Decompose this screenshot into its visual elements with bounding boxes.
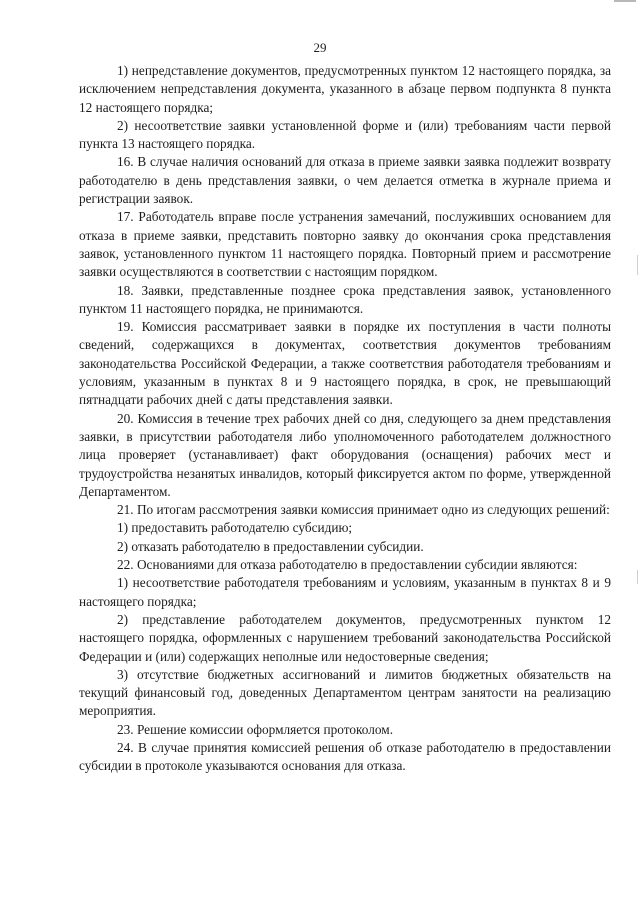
paragraph: 1) несоответствие работодателя требованиям и условиям, указанным в пунктах 8 и 9 настоящего порядка; xyxy=(79,575,611,609)
paragraph: 1) предоставить работодателю субсидию; xyxy=(117,520,353,536)
scan-mark xyxy=(637,255,638,275)
paragraph: 3) отсутствие бюджетных ассигнований и лимитов бюджетных обязательств на текущий финансовый год, доведенных Департаментом центрам занятости на реализацию мероприятия. xyxy=(79,666,611,719)
paragraph: 20. Комиссия в течение трех рабочих дней со дня, следующего за днем представления заявки, в присутствии работодателя либо уполномоченного работодателем должностного лица проверяет (устанавливает) факт оборудования (оснащения) рабочих мест и трудоустройства незанятых инвалидов, который фиксируется актом по форме, утвержденной Департаментом. xyxy=(79,410,611,499)
paragraph: 22. Основаниями для отказа работодателю в предоставлении субсидии являются: xyxy=(117,557,578,573)
scan-mark xyxy=(637,570,638,584)
page-number: 29 xyxy=(313,40,327,55)
paragraph: 17. Работодатель вправе после устранения замечаний, послуживших основанием для отказа в приеме заявки, представить повторно заявку до окончания срока представления заявок, установленного пунктом 11 настоящего порядка. Повторный прием и рассмотрение заявки осуществляются в соответствии с настоящим порядком. xyxy=(79,209,611,280)
paragraph: 16. В случае наличия оснований для отказа в приеме заявки заявка подлежит возврату работодателю в день представления заявки, о чем делается отметка в журнале приема и регистрации заявок. xyxy=(79,154,611,207)
paragraph: 2) несоответствие заявки установленной форме и (или) требованиям части первой пункта 13 настоящего порядка. xyxy=(79,117,611,152)
paragraph: 21. По итогам рассмотрения заявки комиссия принимает одно из следующих решений: xyxy=(117,502,610,518)
paragraph: 1) непредставление документов, предусмотренных пунктом 12 настоящего порядка, за исключением непредставления документа, указанного в абзаце первом подпункта 8 пункта 12 настоящего порядка; xyxy=(79,63,611,115)
paragraph: 2) отказать работодателю в предоставлении субсидии. xyxy=(117,538,424,554)
paragraph: 18. Заявки, представленные позднее срока представления заявок, установленного пунктом 11 настоящего порядка, не принимаются. xyxy=(79,282,611,316)
paragraph: 24. В случае принятия комиссией решения об отказе работодателю в предоставлении субсидии в протоколе указываются основания для отказа. xyxy=(79,739,611,774)
paragraph: 19. Комиссия рассматривает заявки в порядке их поступления в части полноты сведений, содержащихся в документах, соответствия документов требованиям законодательства Российской Федерации, а также соответствия работодателя требованиям и условиям, указанным в пунктах 8 и 9 настоящего порядка, в срок, не превышающий пятнадцати рабочих дней с даты представления заявки. xyxy=(79,319,611,408)
scan-mark xyxy=(614,0,636,2)
paragraph: 23. Решение комиссии оформляется протоколом. xyxy=(117,721,394,737)
paragraph: 2) представление работодателем документов, предусмотренных пунктом 12 настоящего порядка, оформленных с нарушением требований законодательства Российской Федерации и (или) содержащих неполные или недостоверные сведения; xyxy=(79,611,611,664)
document-body xyxy=(79,62,611,776)
